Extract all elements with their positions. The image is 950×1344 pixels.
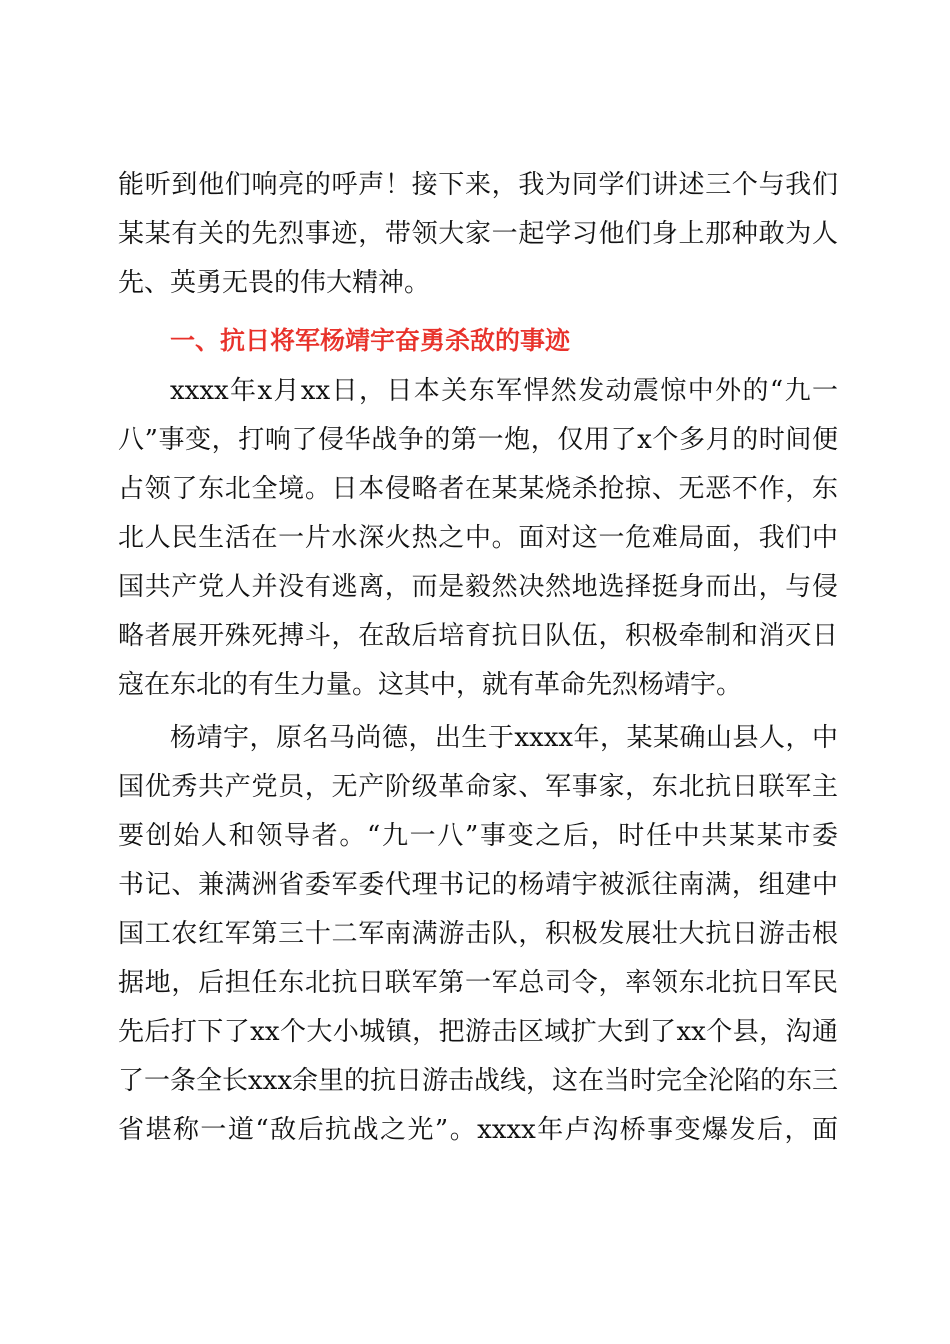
paragraph-line: 北人民生活在一片水深火热之中。面对这一危难局面，我们中 [118, 523, 838, 553]
paragraph-line: 杨靖宇，原名马尚德，出生于xxxx年，某某确山县人，中 [170, 723, 838, 753]
paragraph-line: 国共产党人并没有逃离，而是毅然决然地选择挺身而出，与侵 [118, 572, 838, 602]
paragraph-line: 先后打下了xx个大小城镇，把游击区域扩大到了xx个县，沟通 [118, 1017, 838, 1047]
section-heading: 一、抗日将军杨靖宇奋勇杀敌的事迹 [170, 326, 571, 355]
intro-line: 能听到他们响亮的呼声！接下来，我为同学们讲述三个与我们 [118, 170, 838, 200]
paragraph-line: 省堪称一道“敌后抗战之光”。xxxx年卢沟桥事变爆发后，面 [118, 1115, 838, 1145]
intro-line: 先、英勇无畏的伟大精神。 [118, 268, 431, 298]
paragraph-line: 国工农红军第三十二军南满游击队，积极发展壮大抗日游击根 [118, 919, 838, 949]
paragraph-line: 略者展开殊死搏斗，在敌后培育抗日队伍，积极牵制和消灭日 [118, 621, 838, 651]
intro-line: 某某有关的先烈事迹，带领大家一起学习他们身上那种敢为人 [118, 219, 838, 249]
paragraph-line: 了一条全长xxx余里的抗日游击战线，这在当时完全沦陷的东三 [118, 1066, 838, 1096]
paragraph-line: 书记、兼满洲省委军委代理书记的杨靖宇被派往南满，组建中 [118, 870, 838, 900]
paragraph-line: 据地，后担任东北抗日联军第一军总司令，率领东北抗日军民 [118, 968, 838, 998]
paragraph-line: 寇在东北的有生力量。这其中，就有革命先烈杨靖宇。 [118, 670, 743, 700]
paragraph-line: 要创始人和领导者。“九一八”事变之后，时任中共某某市委 [118, 821, 838, 851]
paragraph-line: 占领了东北全境。日本侵略者在某某烧杀抢掠、无恶不作，东 [118, 474, 838, 504]
paragraph-line: 国优秀共产党员，无产阶级革命家、军事家，东北抗日联军主 [118, 772, 838, 802]
paragraph-line: xxxx年x月xx日，日本关东军悍然发动震惊中外的“九一 [170, 376, 838, 406]
paragraph-line: 八”事变，打响了侵华战争的第一炮，仅用了x个多月的时间便 [118, 425, 838, 455]
